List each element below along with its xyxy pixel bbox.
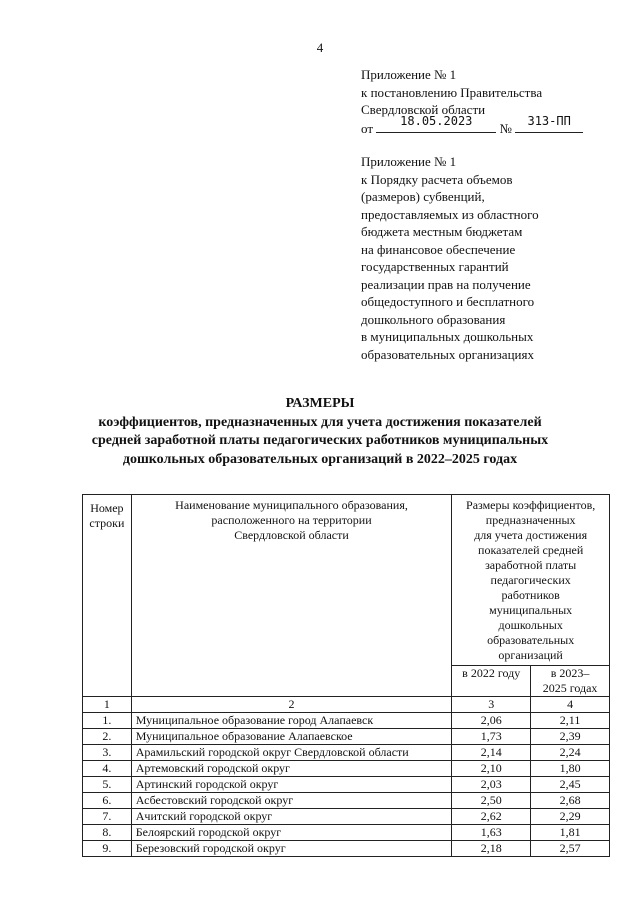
table-row [83,825,610,841]
date-prefix: от [361,120,374,136]
header-text: образовательных [487,633,575,647]
appendix-line: Приложение № 1 [361,154,457,169]
appendix-line: бюджета местным бюджетам [361,224,523,239]
appendix-line: предоставляемых из областного [361,206,539,222]
row-number: 6. [83,793,132,809]
header-text: строки [89,516,125,530]
header-row [83,495,610,666]
coef-2023-2025: 2,11 [531,713,610,729]
appendix-resolution [361,66,583,137]
header-coefficients [452,495,610,666]
table-row [83,745,610,761]
row-number: 2. [83,729,132,745]
heading-title: РАЗМЕРЫ [285,396,355,411]
table-row [83,793,610,809]
appendix-line: образовательных организациях [361,346,534,362]
appendix-line: общедоступного и бесплатного [361,294,535,309]
table-row [83,777,610,793]
coef-2022: 2,03 [452,777,531,793]
header-number [83,495,132,697]
header-text: педагогических [490,573,571,587]
table-row [83,713,610,729]
header-text: показателей средней [478,543,584,557]
coef-2023-2025: 1,80 [531,761,610,777]
coef-2023-2025: 1,81 [531,825,610,841]
header-text: организаций [498,648,563,662]
column-number: 2 [131,697,452,713]
header-text: муниципальных [489,603,573,617]
appendix-line: на финансовое обеспечение [361,241,516,257]
document-heading [0,395,640,469]
municipality-name: Артемовский городской округ [131,761,452,777]
table-row [83,841,610,857]
appendix-line: Свердловской области [361,102,486,117]
number-field [515,114,583,133]
column-number: 4 [531,697,610,713]
coef-2022: 2,18 [452,841,531,857]
row-number: 7. [83,809,132,825]
municipality-name: Артинский городской округ [131,777,452,793]
coef-2022: 2,62 [452,809,531,825]
municipality-name: Березовский городской округ [131,841,452,857]
heading-line: дошкольных образовательных организаций в 2022–2025 годах [122,451,518,467]
municipality-name: Асбестовский городской округ [131,793,452,809]
header-text: Наименование муниципального образования, [175,498,408,512]
row-number: 8. [83,825,132,841]
appendix-line: (размеров) субвенций, [361,189,485,204]
municipality-name: Белоярский городской округ [131,825,452,841]
appendix-line: государственных гарантий [361,259,509,274]
coef-2022: 2,50 [452,793,531,809]
header-text: предназначенных [485,513,576,527]
row-number: 5. [83,777,132,793]
coef-2023-2025: 2,68 [531,793,610,809]
coef-2022: 2,14 [452,745,531,761]
coef-2023-2025: 2,39 [531,729,610,745]
header-text: работников [501,588,560,602]
coef-2023-2025: 2,24 [531,745,610,761]
table-row [83,761,610,777]
header-text: дошкольных [498,618,563,632]
number-prefix: № [499,120,512,136]
coef-2022: 1,63 [452,825,531,841]
appendix-line: к Порядку расчета объемов [361,171,513,187]
header-text: Размеры коэффициентов, [466,498,596,512]
header-text: в 2023– [550,666,590,680]
table-row [83,809,610,825]
header-text: в 2022 году [462,666,521,680]
coef-2022: 2,06 [452,713,531,729]
appendix-line: к постановлению Правительства [361,84,543,100]
page-number: 4 [316,40,324,55]
coefficients-table [82,494,610,857]
appendix-line: реализации прав на получение [361,276,531,292]
coef-2022: 2,10 [452,761,531,777]
column-number: 1 [83,697,132,713]
header-year-2023-2025 [531,666,610,697]
heading-line: коэффициентов, предназначенных для учета достижения показателей [98,414,542,430]
appendix-line: дошкольного образования [361,311,506,327]
header-text: Свердловской области [234,528,349,542]
column-number: 3 [452,697,531,713]
header-text: расположенного на территории [211,513,372,527]
date-value: 18.05.2023 [400,114,473,128]
heading-line: средней заработной платы педагогических работников муниципальных [91,433,549,448]
header-year-2022 [452,666,531,697]
date-field [376,114,496,133]
municipality-name: Муниципальное образование Алапаевское [131,729,452,745]
header-name [131,495,452,697]
municipality-name: Муниципальное образование город Алапаевск [131,713,452,729]
header-text: для учета достижения [474,528,588,542]
header-text: Номер [90,501,124,515]
row-number: 1. [83,713,132,729]
coef-2023-2025: 2,29 [531,809,610,825]
header-text: 2025 годах [542,681,598,695]
coef-2023-2025: 2,45 [531,777,610,793]
row-number: 4. [83,761,132,777]
column-numbers-row [83,697,610,713]
row-number: 3. [83,745,132,761]
header-text: заработной платы [485,558,577,572]
appendix-order [361,153,539,363]
coef-2022: 1,73 [452,729,531,745]
municipality-name: Ачитский городской округ [131,809,452,825]
table-row [83,729,610,745]
date-number-line [361,114,583,138]
municipality-name: Арамильский городской округ Свердловской области [131,745,452,761]
appendix-line: Приложение № 1 [361,67,457,82]
number-value: 313-ПП [527,114,571,128]
appendix-line: в муниципальных дошкольных [361,329,534,344]
row-number: 9. [83,841,132,857]
coef-2023-2025: 2,57 [531,841,610,857]
